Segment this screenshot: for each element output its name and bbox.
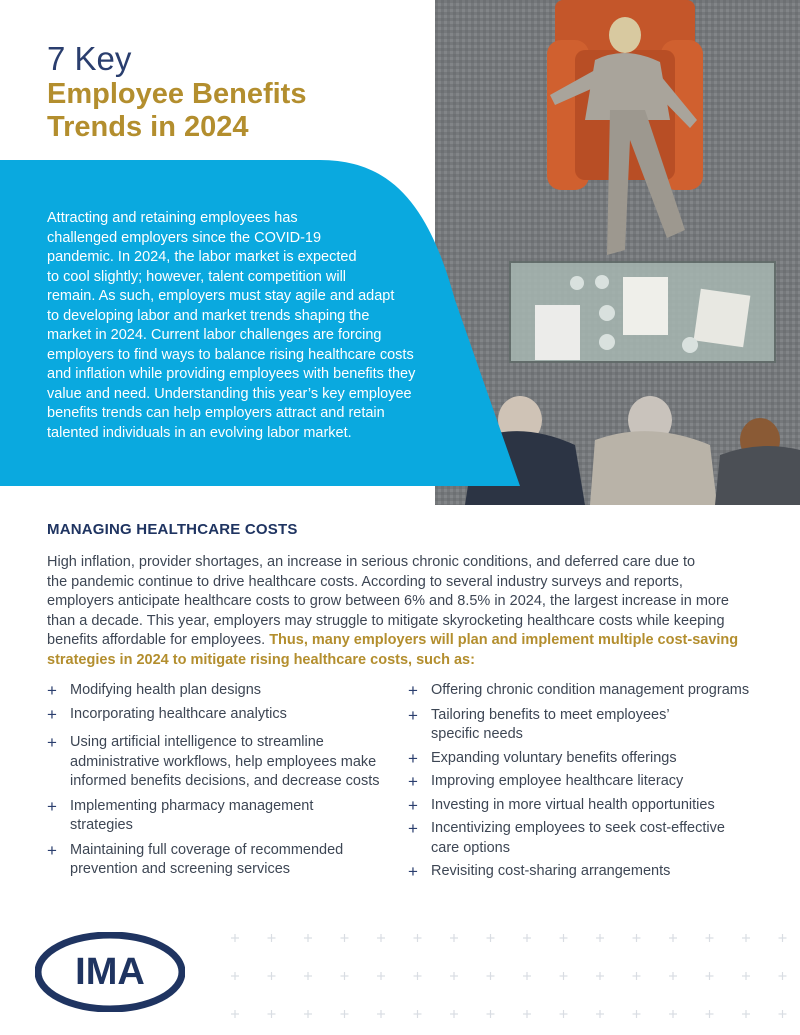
decorative-plus-mark [523, 934, 531, 942]
decorative-plus-mark [268, 934, 276, 942]
intro-line: remain. As such, employers must stay agile and adapt [47, 288, 395, 304]
list-item-text: Using artificial intelligence to streamline [70, 734, 324, 750]
list-item-text: strategies [70, 817, 133, 833]
intro-line: market in 2024. Current labor challenges are forcing [47, 327, 382, 343]
plus-icon: + [408, 748, 418, 768]
decorative-plus-mark [523, 1010, 531, 1018]
list-item-text: Expanding voluntary benefits offerings [431, 749, 677, 766]
list-item-text: Incentivizing employees to seek cost-effective [431, 820, 725, 836]
list-item-text: Modifying health plan designs [70, 682, 262, 698]
decorative-plus-mark [414, 1010, 422, 1018]
intro-line: to developing labor and market trends shaping the [47, 307, 370, 324]
decorative-plus-mark [633, 1010, 641, 1018]
paragraph-line: the pandemic continue to drive healthcare costs. According to several industry surveys and reports, [47, 573, 683, 590]
decorative-plus-mark [268, 1010, 276, 1018]
plus-icon: + [47, 840, 57, 860]
decorative-plus-mark [706, 934, 714, 942]
plus-icon: + [408, 681, 418, 700]
decorative-plus-mark [523, 972, 531, 980]
decorative-plus-mark [596, 972, 604, 980]
list-item-text: care options [431, 839, 510, 856]
list-item-text: Tailoring benefits to meet employees’ [431, 706, 670, 723]
list-item-text: Maintaining full coverage of recommended [70, 841, 344, 858]
decorative-plus-mark [633, 934, 641, 942]
decorative-plus-mark [231, 972, 239, 980]
list-item-text: prevention and screening services [70, 861, 291, 877]
list-item-text: Improving employee healthcare literacy [431, 773, 684, 789]
decorative-plus-mark [742, 1010, 750, 1018]
intro-line: value and need. Understanding this year’s key employee [47, 385, 412, 402]
decorative-plus-mark [304, 934, 312, 942]
list-item [47, 841, 397, 880]
list-item-text: Revisiting cost-sharing arrangements [431, 863, 671, 879]
decorative-plus-mark [341, 972, 349, 980]
list-item [408, 819, 768, 858]
plus-icon: + [408, 772, 418, 791]
list-item [408, 681, 768, 701]
decorative-plus-mark [304, 1010, 312, 1018]
intro-line: talented individuals in an evolving labor market. [47, 424, 352, 441]
decorative-plus-mark [596, 1010, 604, 1018]
decorative-plus-mark [304, 972, 312, 980]
decorative-plus-mark [450, 934, 458, 942]
list-item [47, 681, 397, 701]
decorative-plus-mark [669, 934, 677, 942]
decorative-plus-mark [341, 934, 349, 942]
plus-icon: + [408, 819, 418, 838]
intro-line: employers to find ways to balance rising healthcare costs [47, 346, 414, 363]
list-item [408, 749, 768, 769]
list-item [47, 705, 397, 725]
paragraph-text: benefits affordable for employees. [47, 632, 270, 648]
decorative-plus-mark [377, 972, 385, 980]
plus-icon: + [408, 862, 418, 881]
paragraph-line: than a decade. This year, employers may struggle to mitigate skyrocketing healthcare costs while keeping [47, 612, 725, 629]
intro-line: challenged employers since the COVID-19 [47, 229, 322, 246]
intro-line: and inflation while providing employees with benefits they [47, 366, 416, 382]
intro-line: Attracting and retaining employees has [47, 210, 298, 226]
decorative-plus-mark [268, 972, 276, 980]
list-item [408, 796, 768, 816]
paragraph-line: employers anticipate healthcare costs to grow between 6% and 8.5% in 2024, the largest increase in more [47, 593, 729, 609]
intro-paragraph [47, 209, 447, 443]
logo-text: IMA [75, 951, 145, 993]
plus-icon: + [47, 681, 57, 700]
plus-icon: + [47, 733, 57, 752]
decorative-plus-mark [706, 972, 714, 980]
decorative-plus-mark [779, 934, 787, 942]
intro-line: benefits trends can help employers attract and retain [47, 405, 385, 421]
decorative-plus-mark [414, 934, 422, 942]
decorative-plus-mark [487, 972, 495, 980]
decorative-plus-mark [779, 972, 787, 980]
list-item-text: Offering chronic condition management programs [431, 682, 750, 698]
plus-icon: + [408, 705, 418, 725]
decorative-plus-mark [487, 934, 495, 942]
decorative-plus-mark [742, 934, 750, 942]
list-item [47, 733, 397, 792]
page-title [47, 40, 306, 144]
list-item-text: Investing in more virtual health opportunities [431, 796, 715, 813]
decorative-plus-mark [779, 1010, 787, 1018]
decorative-plus-mark [742, 972, 750, 980]
left-bullet-list [47, 681, 397, 880]
decorative-plus-mark [231, 1010, 239, 1018]
intro-line: to cool slightly; however, talent competition will [47, 268, 347, 285]
decorative-plus-mark [560, 1010, 568, 1018]
decorative-plus-mark [414, 972, 422, 980]
decorative-plus-mark [560, 934, 568, 942]
list-item [408, 862, 768, 882]
plus-icon: + [408, 795, 418, 815]
decorative-plus-mark [633, 972, 641, 980]
decorative-plus-mark [596, 934, 604, 942]
list-item-text: specific needs [431, 726, 523, 742]
paragraph-line [47, 631, 767, 651]
title-line-1: 7 Key [47, 40, 132, 77]
decorative-plus-mark [450, 1010, 458, 1018]
plus-icon: + [47, 704, 57, 724]
list-item-text: informed benefits decisions, and decrease costs [70, 773, 380, 789]
list-item [408, 706, 768, 745]
decorative-plus-mark [560, 972, 568, 980]
decorative-plus-mark [487, 1010, 495, 1018]
decorative-plus-pattern [225, 928, 800, 1035]
list-item [408, 772, 768, 792]
list-item-text: Implementing pharmacy management [70, 797, 314, 814]
ima-logo [35, 932, 185, 1012]
highlighted-text: strategies in 2024 to mitigate rising healthcare costs, such as: [47, 651, 475, 668]
decorative-plus-mark [706, 1010, 714, 1018]
plus-icon: + [47, 796, 57, 816]
decorative-plus-mark [669, 972, 677, 980]
list-item-text: Incorporating healthcare analytics [70, 705, 287, 722]
decorative-plus-mark [341, 1010, 349, 1018]
title-line-2: Employee Benefits [47, 78, 307, 110]
decorative-plus-mark [377, 934, 385, 942]
healthcare-paragraph [47, 553, 767, 670]
highlighted-text: Thus, many employers will plan and implement multiple cost-saving [269, 632, 739, 648]
intro-line: pandemic. In 2024, the labor market is expected [47, 249, 357, 265]
title-line-3: Trends in 2024 [47, 111, 249, 143]
decorative-plus-mark [231, 934, 239, 942]
decorative-plus-mark [450, 972, 458, 980]
section-heading: MANAGING HEALTHCARE COSTS [47, 521, 298, 538]
list-item-text: administrative workflows, help employees make [70, 753, 377, 770]
list-item [47, 797, 397, 836]
decorative-plus-mark [669, 1010, 677, 1018]
decorative-plus-mark [377, 1010, 385, 1018]
paragraph-line: High inflation, provider shortages, an increase in serious chronic conditions, and deferred care due to [47, 554, 696, 570]
right-bullet-list [408, 681, 768, 882]
